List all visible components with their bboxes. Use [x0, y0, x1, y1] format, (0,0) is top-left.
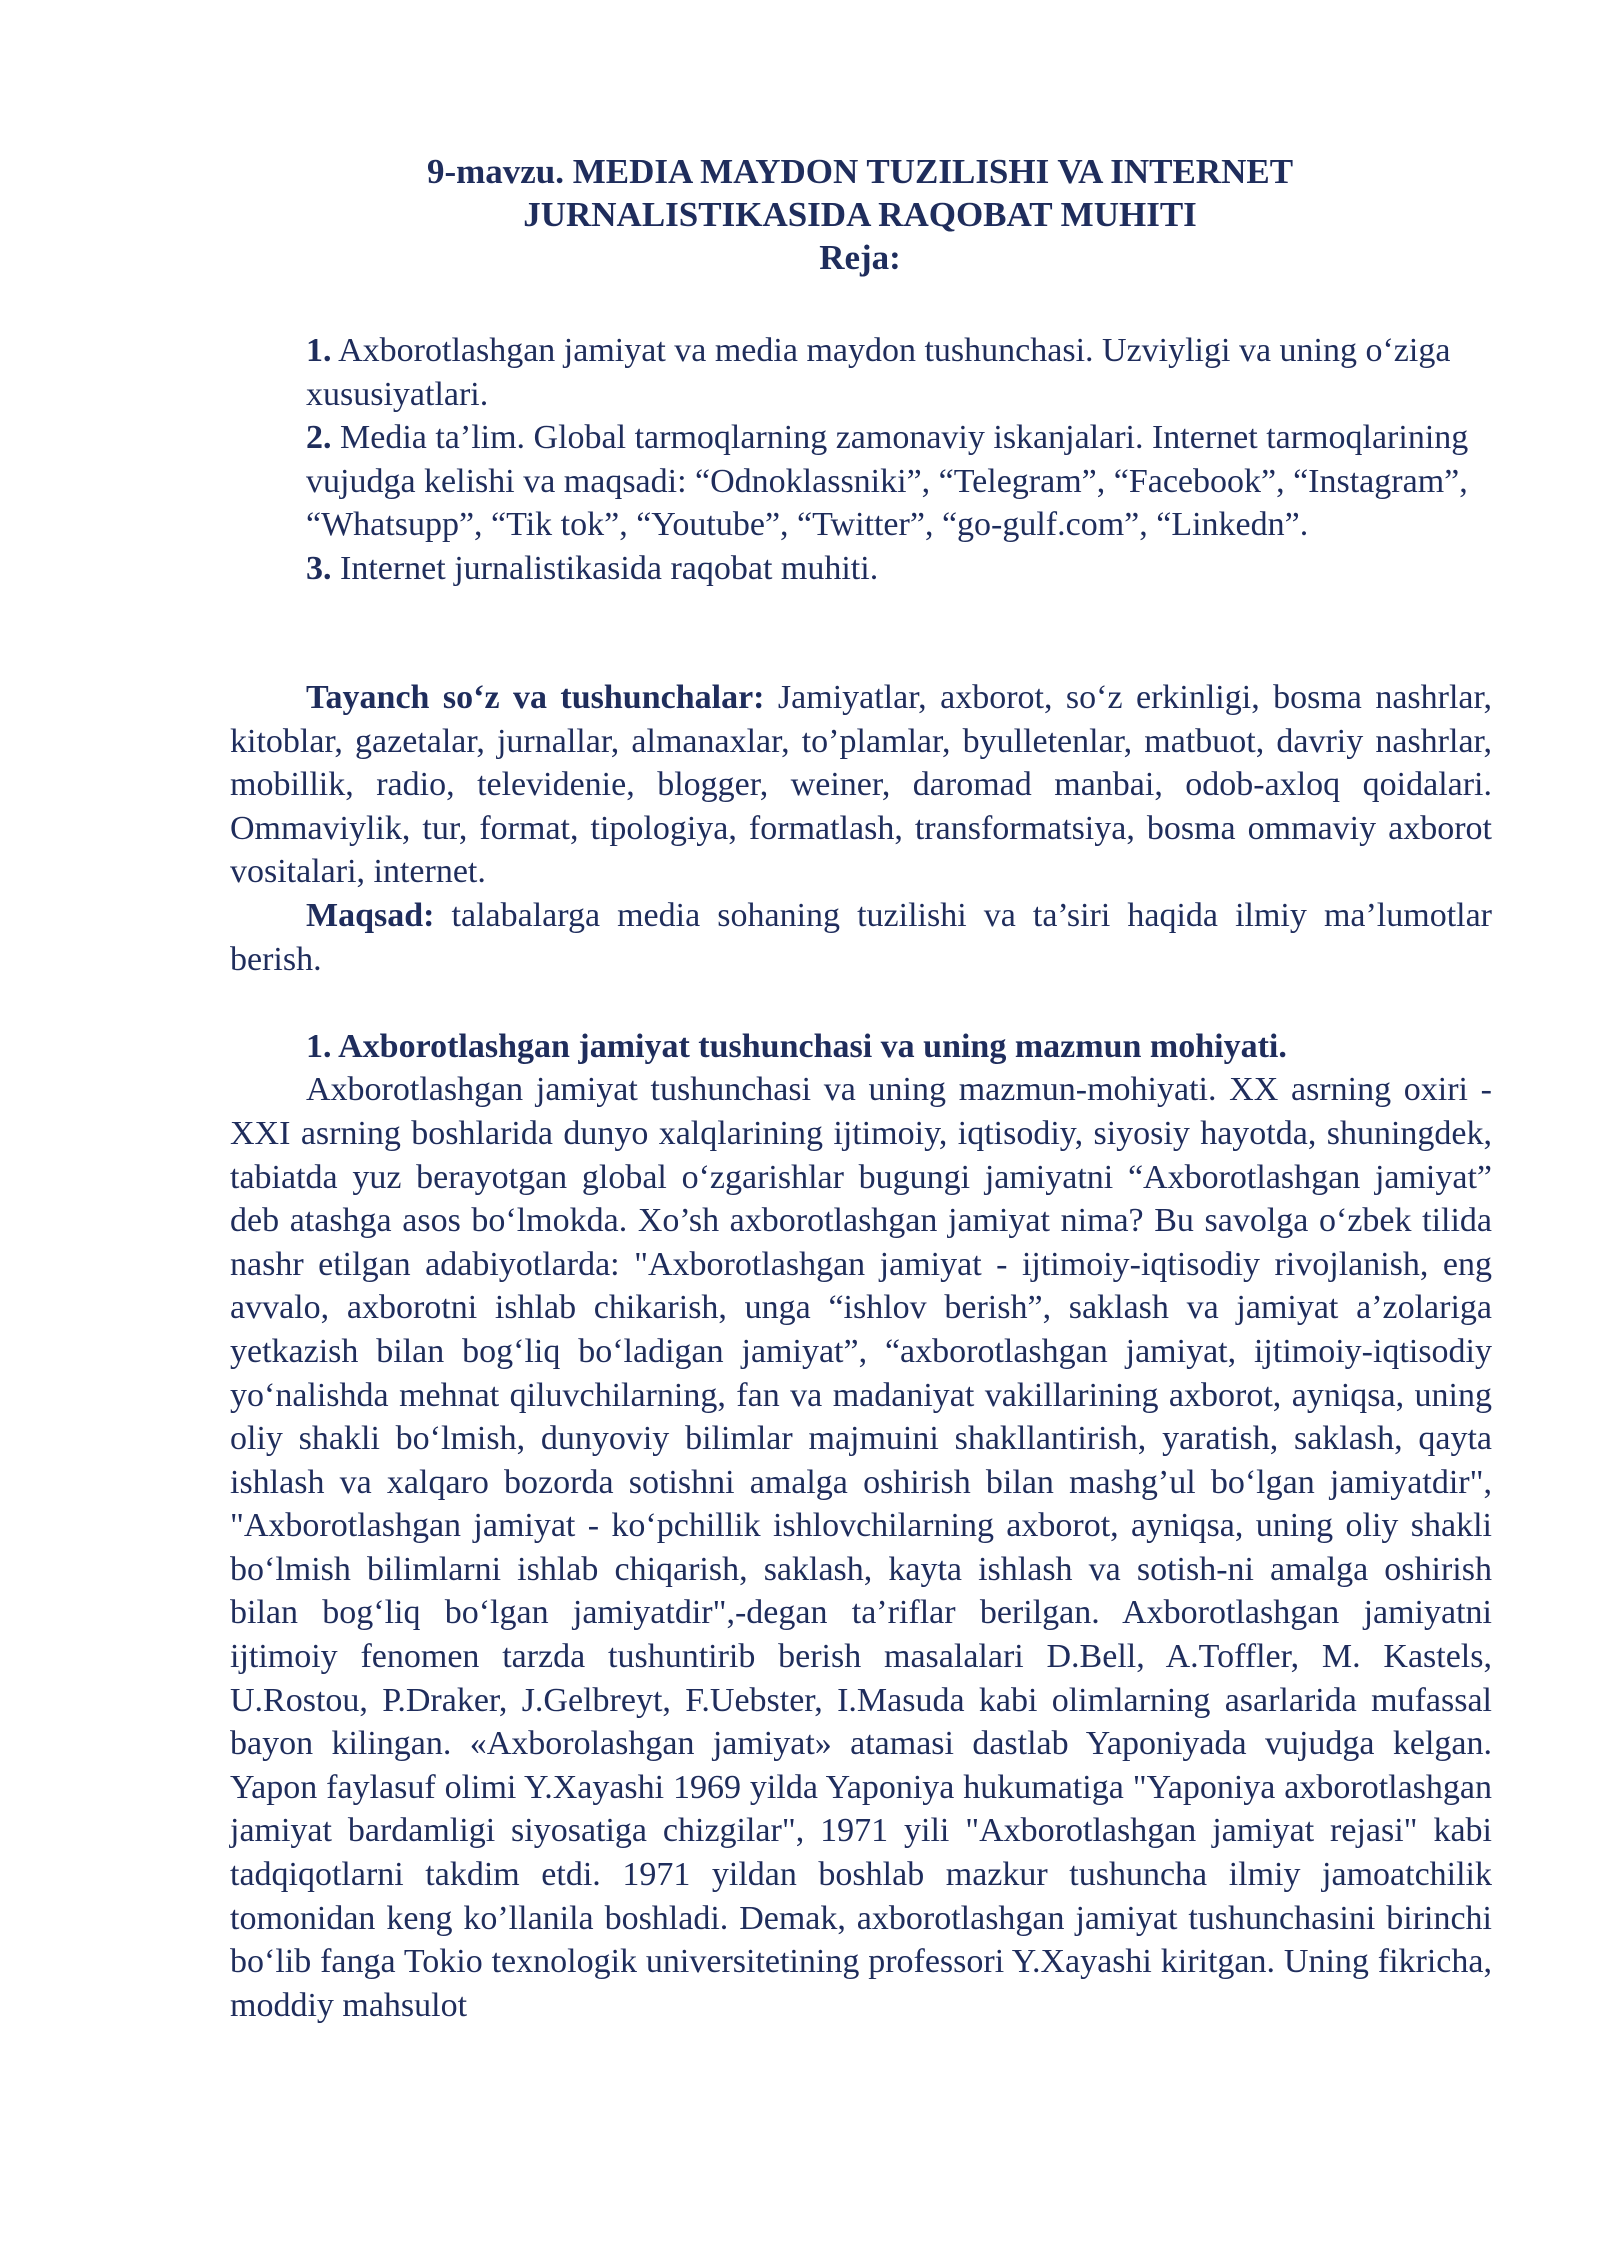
goal-text: talabalarga media sohaning tuzilishi va ta’siri haqida ilmiy ma’lumotlar berish.	[230, 896, 1492, 978]
keywords-paragraph	[230, 676, 1492, 894]
plan-item-text: Internet jurnalistikasida raqobat muhiti.	[340, 549, 879, 587]
keywords-text: Jamiyatlar, axborot, so‘z erkinligi, bosma nashrlar, kitoblar, gazetalar, jurnallar, almanaxlar, to’plamlar, byulletenlar, matbuot, davriy nashrlar, mobillik, radio, televidenie, blogger, weiner, daromad manbai, odob-axloq qoidalari. Ommaviylik, tur, format, tipologiya, formatlash, transformatsiya, bosma ommaviy axborot vositalari, internet.	[230, 679, 1492, 891]
goal-paragraph	[230, 894, 1492, 981]
plan-item-text: Media ta’lim. Global tarmoqlarning zamonaviy iskanjalari. Internet tarmoqlarining vujudga kelishi va maqsadi: “Odnoklassniki”, “Telegram”, “Facebook”, “Instagram”, “Whatsupp”, “Tik tok”, “Youtube”, “Twitter”, “go-gulf.com”, “Linkedn”.	[306, 419, 1469, 544]
plan-heading: Reja:	[819, 238, 901, 277]
plan-list	[306, 329, 1492, 591]
document-body	[230, 676, 1492, 2027]
plan-item	[306, 547, 1492, 591]
keywords-label: Tayanch so‘z va tushunchalar:	[306, 679, 765, 716]
section-1-paragraph: Axborotlashgan jamiyat tushunchasi va uning mazmun-mohiyati. XX asrning oxiri - XXI asrning boshlarida dunyo xalqlarining ijtimoiy, iqtisodiy, siyosiy hayotda, shuningdek, tabiatda yuz berayotgan global o‘zgarishlar bugungi jamiyatni “Axborotlashgan jamiyat” deb atashga asos bo‘lmokda. Xo’sh axborotlashgan jamiyat nima? Bu savolga o‘zbek tilida nashr etilgan adabiyotlarda: "Axborotlashgan jamiyat - ijtimoiy-iqtisodiy rivojlanish, eng avvalo, axborotni ishlab chikarish, unga “ishlov berish”, saklash va jamiyat a’zolariga yetkazish bilan bog‘liq bo‘ladigan jamiyat”, “axborotlashgan jamiyat, ijtimoiy-iqtisodiy yo‘nalishda mehnat qiluvchilarning, fan va madaniyat vakillarining axborot, ayniqsa, uning oliy shakli bo‘lmish, dunyoviy bilimlar majmuini shakllantirish, yaratish, saklash, qayta ishlash va xalqaro bozorda sotishni amalga oshirish bilan mashg’ul bo‘lgan jamiyatdir", "Axborotlashgan jamiyat - ko‘pchillik ishlovchilarning axborot, ayniqsa, uning oliy shakli bo‘lmish bilimlarni ishlab chiqarish, saklash, kayta ishlash va sotish-ni amalga oshirish bilan bog‘liq bo‘lgan jamiyatdir",-degan ta’riflar berilgan. Axborotlashgan jamiyatni ijtimoiy fenomen tarzda tushuntirib berish masalalari D.Bell, A.Toffler, M. Kastels, U.Rostou, P.Draker, J.Gelbreyt, F.Uebster, I.Masuda kabi olimlarning asarlarida mufassal bayon kilingan. «Axborolashgan jamiyat» atamasi dastlab Yaponiyada vujudga kelgan. Yapon faylasuf olimi Y.Xayashi 1969 yilda Yaponiya hukumatiga "Yaponiya axborotlashgan jamiyat bardamligi siyosatiga chizgilar", 1971 yili "Axborotlashgan jamiyat rejasi" kabi tadqiqotlarni takdim etdi. 1971 yildan boshlab mazkur tushuncha ilmiy jamoatchilik tomonidan keng ko’llanila boshladi. Demak, axborotlashgan jamiyat tushunchasini birinchi bo‘lib fanga Tokio texnologik universitetining professori Y.Xayashi kiritgan. Uning fikricha, moddiy mahsulot	[230, 1071, 1492, 2024]
title-line-2: JURNALISTIKASIDA RAQOBAT MUHITI	[523, 195, 1197, 234]
title-line-1: 9-mavzu. MEDIA MAYDON TUZILISHI VA INTERNET	[426, 152, 1294, 191]
document-title	[230, 150, 1490, 279]
plan-item-number: 3.	[306, 549, 332, 587]
plan-item-number: 2.	[306, 419, 332, 457]
plan-item	[306, 329, 1492, 416]
plan-item-number: 1.	[306, 332, 332, 369]
plan-item	[306, 416, 1492, 547]
goal-label: Maqsad:	[306, 896, 435, 934]
plan-item-text: Axborotlashgan jamiyat va media maydon tushunchasi. Uzviyligi va uning o‘ziga xususiyatlari.	[306, 332, 1451, 413]
section-1-heading: 1. Axborotlashgan jamiyat tushunchasi va uning mazmun mohiyati.	[306, 1027, 1287, 1065]
paragraph-spacer	[230, 981, 1492, 1025]
